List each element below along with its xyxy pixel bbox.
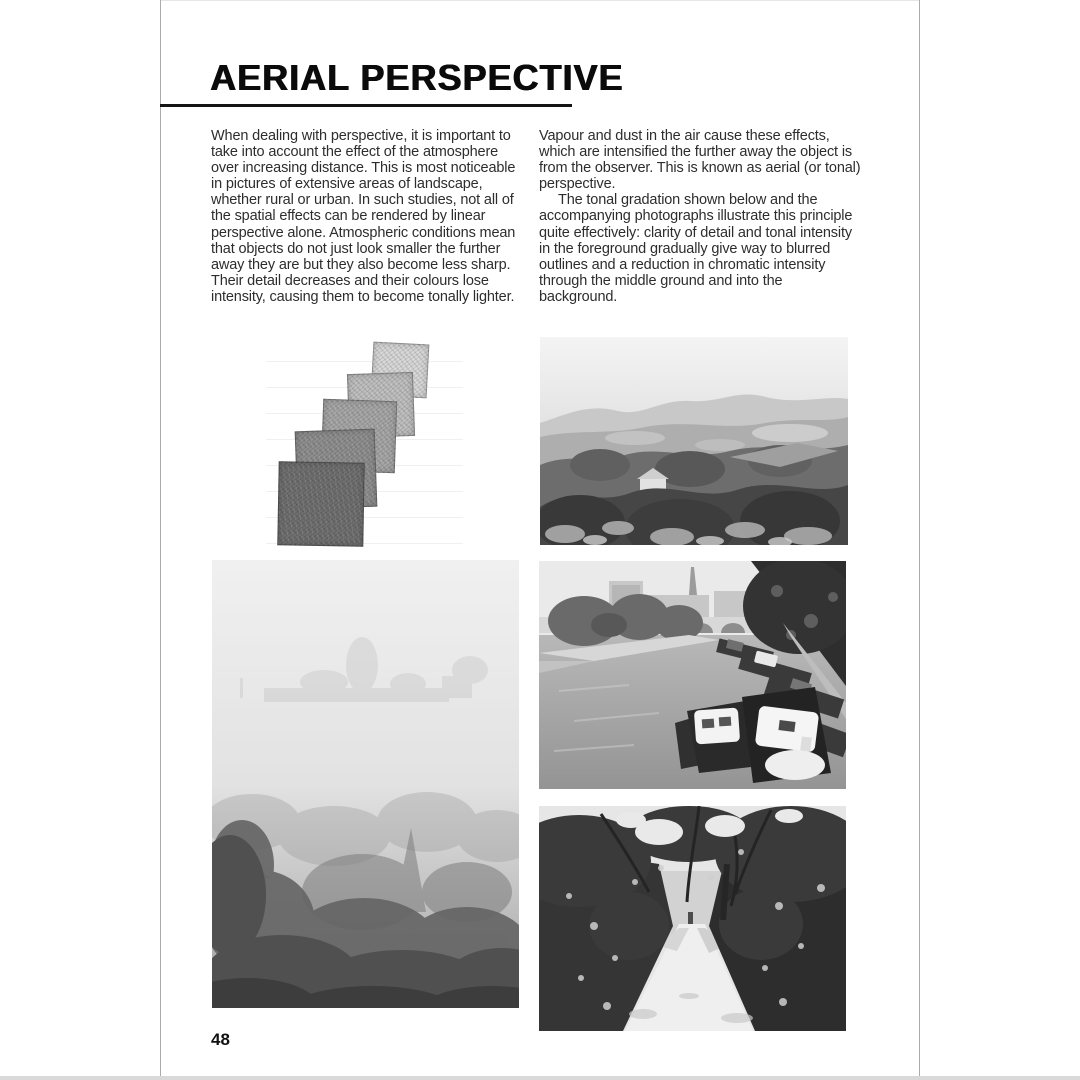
tonal-gradation-drawing (266, 336, 463, 548)
page-border-left (160, 0, 161, 1080)
right-paragraph-1: Vapour and dust in the air cause these effects, which are intensified the further away the object is from the observer. This is known as aerial (or tonal) perspective. (539, 128, 861, 193)
left-text-column (211, 128, 525, 305)
hills-photo-illustration (540, 337, 848, 545)
page-border-right (919, 0, 920, 1080)
river-boats-photo (539, 561, 846, 789)
page-bottom-edge (0, 1076, 1080, 1080)
page-title: AERIAL PERSPECTIVE (210, 57, 624, 98)
tone-square-darkest (277, 461, 364, 546)
left-paragraph: When dealing with perspective, it is important to take into account the effect of the atmosphere over increasing distance. This is most noticeable in pictures of extensive areas of landscape, whether rural or urban. In such studies, not all of the spatial effects can be rendered by linear perspective alone. Atmospheric conditions mean that objects do not just look smaller the further away they are but they also become less sharp. Their detail decreases and their colours lose intensity, causing them to become tonally lighter. (211, 128, 516, 305)
misty-treetops-photo (212, 560, 519, 1008)
page-number: 48 (211, 1030, 230, 1049)
right-text-column (539, 128, 861, 305)
country-path-photo (539, 806, 846, 1031)
page-top-edge (160, 0, 920, 1)
right-paragraph-2: The tonal gradation shown below and the accompanying photographs illustrate this principle quite effectively: clarity of detail and tonal intensity in the foreground gradually give way to blurred outlines and a reduction in chromatic intensity through the middle ground and into the background. (539, 192, 853, 305)
mist-photo-illustration (212, 560, 519, 1008)
river-photo-illustration (539, 561, 846, 789)
hillside-landscape-photo (540, 337, 848, 545)
path-photo-illustration (539, 806, 846, 1031)
title-rule (160, 104, 572, 107)
